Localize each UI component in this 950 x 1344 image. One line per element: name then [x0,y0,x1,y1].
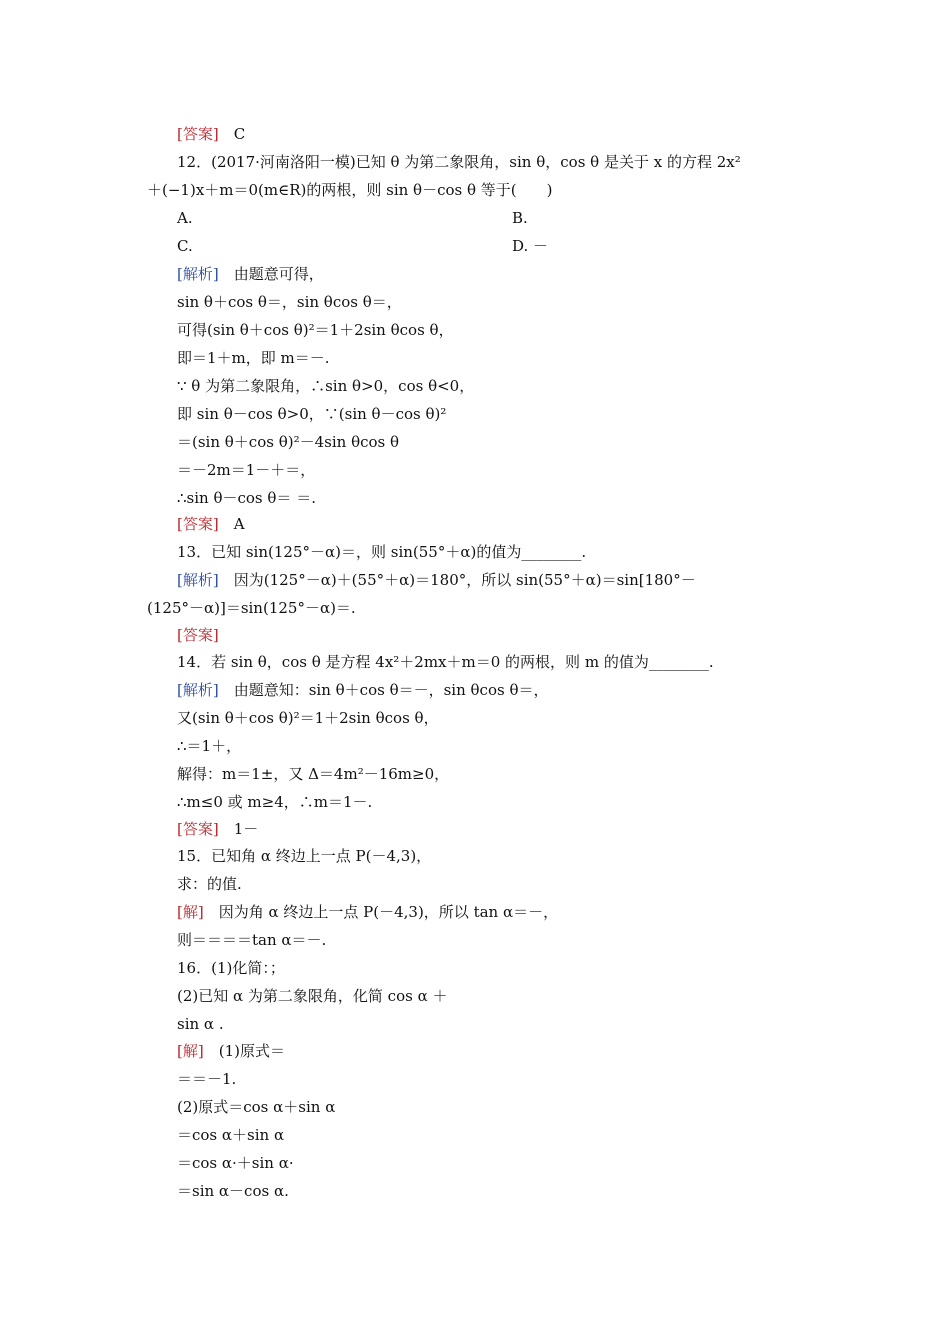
analysis-line-12 [177,264,324,284]
answer-line-11 [177,124,245,144]
answer-line-13 [177,625,219,645]
question-15-line-1: 15．已知角 α 终边上一点 P(－4,3)， [177,847,432,865]
option-d: D. － [512,237,549,255]
solution-line: (125°－α)]＝sin(125°－α)＝. [147,599,356,617]
solution-line: ∴＝1＋， [177,737,242,755]
solution-line: ＝(sin θ＋cos θ)²－4sin θcos θ [177,433,400,451]
solution-line-15 [177,902,558,922]
solution-line: ∴m≤0 或 m≥4，∴m＝1－. [177,793,373,811]
answer-text: 1－ [218,820,259,838]
answer-text: A [218,515,245,533]
solution-text: (1)原式＝ [203,1042,285,1060]
question-15-line-2: 求：的值. [177,875,242,893]
option-a: A. [177,209,193,227]
analysis-tag: [解析] [177,265,219,283]
question-14: 14．若 sin θ，cos θ 是方程 4x²＋2mx＋m＝0 的两根，则 m 的值为________. [177,653,714,671]
solution-line: ∵ θ 为第二象限角，∴sin θ>0，cos θ<0， [177,377,475,395]
answer-text: C [218,125,246,143]
solution-tag: [解] [177,903,204,921]
question-16-line-2: (2)已知 α 为第二象限角，化简 cos α ＋ [177,987,448,1005]
analysis-line-14 [177,680,549,700]
solution-tag: [解] [177,1042,204,1060]
solution-line-16 [177,1041,285,1061]
answer-tag: [答案] [177,125,219,143]
analysis-text: 由题意可得， [218,265,324,283]
solution-line: 可得(sin θ＋cos θ)²＝1＋2sin θcos θ， [177,321,454,339]
solution-line: ＝cos α·＋sin α· [177,1154,294,1172]
answer-line-14 [177,819,258,839]
solution-line: ∴sin θ－cos θ＝ ＝. [177,489,316,507]
answer-line-12 [177,514,245,534]
analysis-line-13 [177,570,696,590]
solution-line: 即 sin θ－cos θ>0，∵(sin θ－cos θ)² [177,405,447,423]
solution-line: 则＝＝＝＝tan α＝－. [177,931,327,949]
analysis-tag: [解析] [177,571,219,589]
analysis-text: 因为(125°－α)＋(55°＋α)＝180°，所以 sin(55°＋α)＝sin[180°－ [218,571,696,589]
solution-line: ＝＝－1. [177,1070,237,1088]
solution-line: sin θ＋cos θ＝，sin θcos θ＝， [177,293,402,311]
question-13: 13．已知 sin(125°－α)＝，则 sin(55°＋α)的值为________. [177,543,587,561]
answer-tag: [答案] [177,820,219,838]
solution-line: ＝cos α＋sin α [177,1126,285,1144]
question-12-line-2: ＋(−1)x＋m＝0(m∈R)的两根，则 sin θ－cos θ 等于( ) [147,181,553,199]
solution-line: 解得：m＝1±，又 Δ＝4m²－16m≥0， [177,765,450,783]
question-16-line-3: sin α . [177,1015,224,1033]
solution-line: ＝sin α－cos α. [177,1182,289,1200]
solution-line: 即＝1＋m，即 m＝－. [177,349,330,367]
solution-line: (2)原式＝cos α＋sin α [177,1098,336,1116]
option-c: C. [177,237,193,255]
option-b: B. [512,209,528,227]
solution-line: 又(sin θ＋cos θ)²＝1＋2sin θcos θ， [177,709,439,727]
analysis-text: 由题意知：sin θ＋cos θ＝－，sin θcos θ＝， [218,681,549,699]
answer-tag: [答案] [177,515,219,533]
question-16-line-1: 16．(1)化简：； [177,959,285,977]
solution-text: 因为角 α 终边上一点 P(－4,3)，所以 tan α＝－， [203,903,559,921]
analysis-tag: [解析] [177,681,219,699]
solution-line: ＝－2m＝1－＋＝， [177,461,316,479]
question-12-line-1: 12．(2017·河南洛阳一模)已知 θ 为第二象限角，sin θ，cos θ 是关于 x 的方程 2x² [177,153,741,171]
answer-tag: [答案] [177,626,219,644]
